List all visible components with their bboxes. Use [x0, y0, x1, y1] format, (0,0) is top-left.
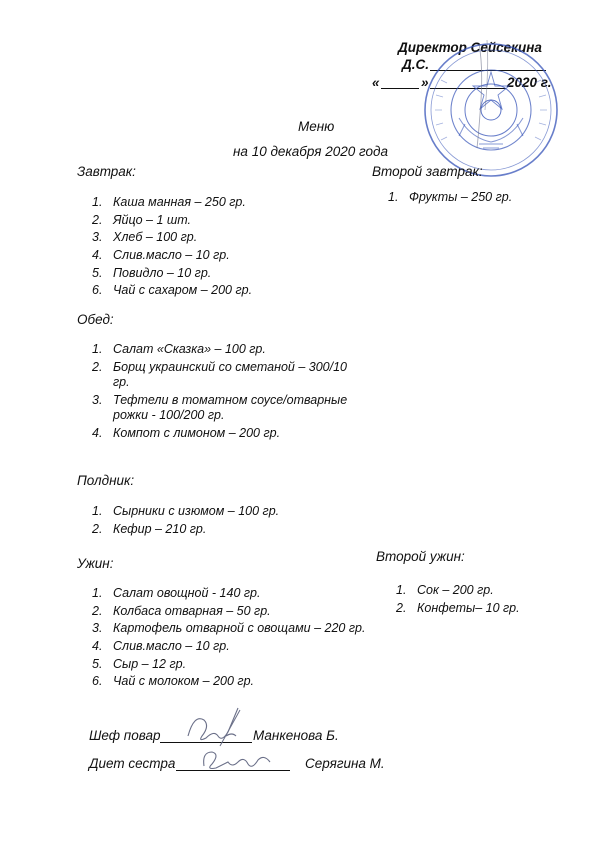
list-item: 1. Сырники с изюмом – 100 гр. — [92, 504, 280, 518]
list-item: 2. Яйцо – 1 шт. — [92, 212, 192, 227]
director-title: Директор Сейсекина — [398, 40, 542, 55]
list-item: 1. Каша манная – 250 гр. — [92, 195, 246, 209]
list-item: 2. Борщ украинский со сметаной – 300/10 гр. — [92, 359, 348, 390]
nurse-label: Диет сестра — [89, 756, 176, 771]
approval-year: 2020 г. — [507, 75, 552, 90]
list-item: 3. Хлеб – 100 гр. — [92, 230, 198, 245]
approval-date-mid: » — [421, 75, 429, 90]
list-item: 3. Тефтели в томатном соусе/отварные рожки - 100/200 гр. — [92, 392, 348, 423]
list-item: 1. Сок – 200 гр. — [396, 583, 494, 597]
second-dinner-list — [396, 583, 576, 618]
second-breakfast-list — [388, 190, 578, 208]
dinner-list — [92, 586, 370, 692]
breakfast-heading: Завтрак: — [77, 164, 136, 179]
chef-label: Шеф повар — [89, 728, 161, 743]
list-item: 1. Салат «Сказка» – 100 гр. — [92, 342, 266, 356]
list-item: 6. Чай с молоком – 200 гр. — [92, 674, 255, 689]
chef-signature-icon — [180, 706, 260, 748]
list-item: 5. Сыр – 12 гр. — [92, 656, 187, 671]
approval-date-open: « — [372, 75, 380, 90]
lunch-list — [92, 342, 364, 444]
chef-name: Манкенова Б. — [253, 728, 339, 743]
list-item: 2. Колбаса отварная – 50 гр. — [92, 603, 271, 618]
approval-day-line — [381, 88, 419, 89]
nurse-signature-icon — [198, 744, 278, 774]
snack-heading: Полдник: — [77, 473, 135, 488]
list-item: 1. Фрукты – 250 гр. — [388, 190, 513, 204]
official-stamp-icon — [421, 40, 561, 180]
breakfast-list — [92, 195, 312, 301]
list-item: 5. Повидло – 10 гр. — [92, 265, 212, 280]
lunch-heading: Обед: — [77, 312, 114, 327]
list-item: 2. Кефир – 210 гр. — [92, 521, 207, 536]
list-item: 6. Чай с сахаром – 200 гр. — [92, 283, 253, 298]
nurse-name: Серягина М. — [305, 756, 385, 771]
menu-date: на 10 декабря 2020 года — [233, 144, 388, 159]
second-dinner-heading: Второй ужин: — [376, 549, 465, 564]
list-item: 2. Конфеты– 10 гр. — [396, 600, 520, 615]
snack-list — [92, 504, 352, 539]
dinner-heading: Ужин: — [77, 556, 114, 571]
list-item: 3. Картофель отварной с овощами – 220 гр. — [92, 621, 366, 636]
second-breakfast-heading: Второй завтрак: — [372, 164, 483, 179]
list-item: 4. Слив.масло – 10 гр. — [92, 248, 230, 263]
list-item: 4. Слив.масло – 10 гр. — [92, 639, 230, 654]
page-title: Меню — [298, 119, 335, 134]
director-initials: Д.С. — [402, 57, 429, 72]
list-item: 1. Салат овощной - 140 гр. — [92, 586, 261, 600]
list-item: 4. Компот с лимоном – 200 гр. — [92, 426, 281, 441]
